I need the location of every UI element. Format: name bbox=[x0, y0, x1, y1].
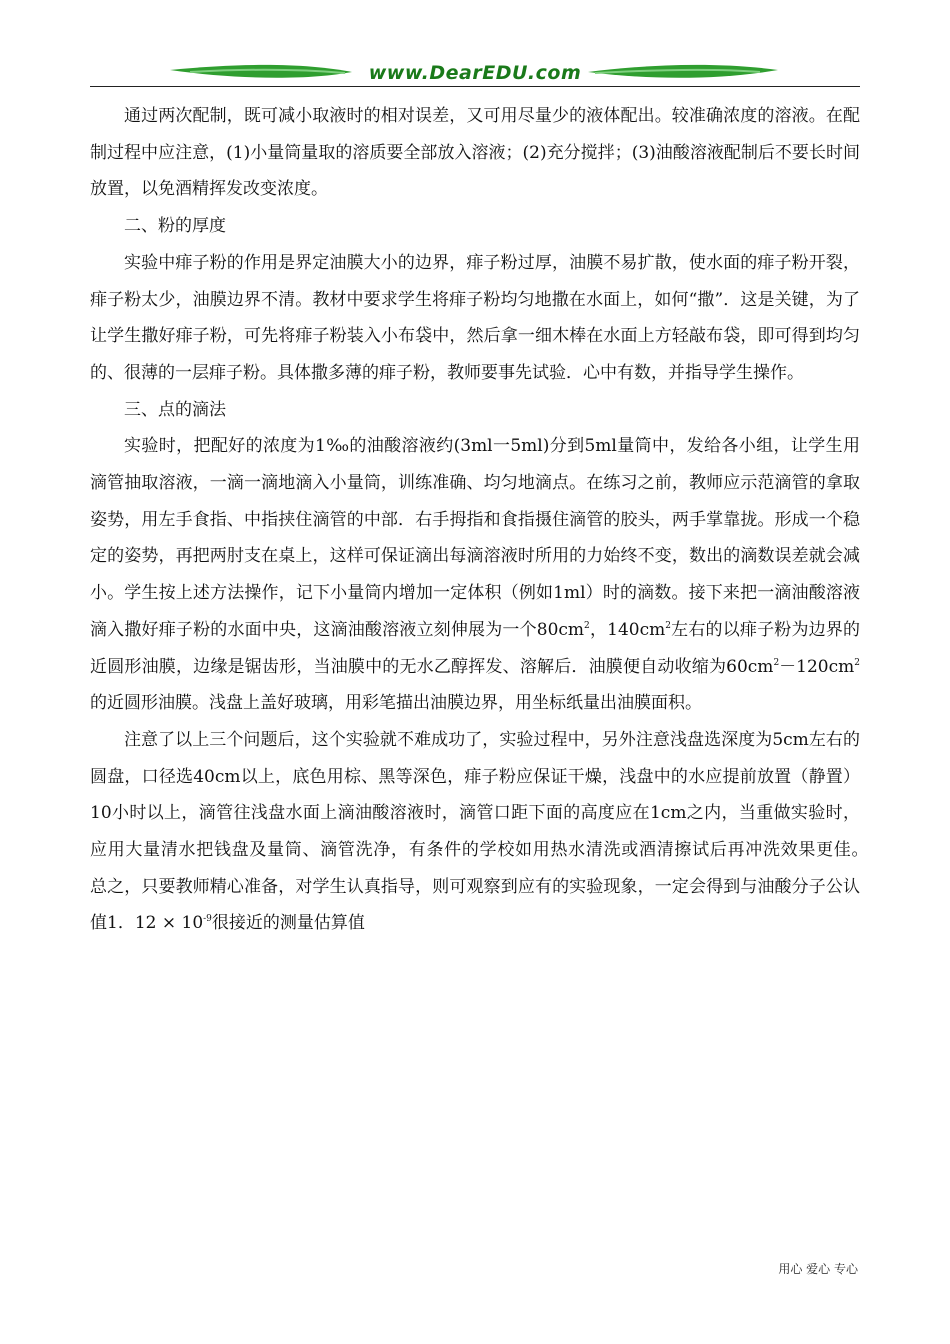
section-heading-powder: 二、粉的厚度 bbox=[124, 216, 226, 237]
header-banner bbox=[90, 54, 860, 90]
conclusion-text-1: 注意了以上三个问题后，这个实验就不难成功了，实验过程中，另外注意浅盘选深度为5cm左右的圆盘，口径选40cm以上，底色用棕、黑等深色，痱子粉应保证干燥，浅盘中的水应提前放置（静置）10小时以上，滴管往浅盘水面上滴油酸溶液时，滴管口距下面的高度应在1cm之内，当重做实验时，应用大量清水把钱盘及量筒、滴管洗净，有条件的学校如用热水清洗或酒清擦试后再冲洗效果更佳。 总之，只要教师精心准备，对学生认真指导，则可观察到应有的实验现象，一定会得到与油酸分子公认值1．12 × 10 bbox=[90, 729, 894, 934]
paragraph-powder: 实验中痱子粉的作用是界定油膜大小的边界，痱子粉过厚，油膜不易扩散，使水面的痱子粉开裂，痱子粉太少，油膜边界不清。教材中要求学生将痱子粉均匀地撒在水面上，如何“撒”．这是关键，为了让学生撒好痱子粉，可先将痱子粉装入小布袋中，然后拿一细木棒在水面上方轻敲布袋，即可得到均匀的、很薄的一层痱子粉。具体撒多薄的痱子粉，教师要事先试验．心中有数，并指导学生操作。 bbox=[90, 252, 860, 383]
footer-slogan: 用心 爱心 专心 bbox=[778, 1262, 858, 1276]
site-brand: www.DearEDU.com bbox=[368, 62, 582, 84]
drops-text-3: 左右的以痱子粉为边界的近圆形油膜，边缘是锯齿形，当油膜中的无水乙醇挥发、溶解后．油膜便自动收缩为60cm bbox=[90, 619, 861, 677]
paragraph-conclusion bbox=[90, 722, 894, 942]
drops-text-2: ，140cm bbox=[589, 619, 666, 640]
superscript: 2 bbox=[584, 620, 590, 631]
article-body bbox=[90, 98, 894, 942]
drops-text-5: 的近圆形油膜。浅盘上盖好玻璃，用彩笔描出油膜边界，用坐标纸量出油膜面积。 bbox=[90, 693, 702, 714]
paragraph-drops bbox=[90, 428, 860, 722]
superscript: 2 bbox=[854, 657, 860, 668]
drops-text-1: 实验时，把配好的浓度为1‰的油酸溶液约(3ml一5ml)分到5ml量筒中，发给各小组，让学生用滴管抽取溶液，一滴一滴地滴入小量筒，训练准确、均匀地滴点。在练习之前，教师应示范滴管的拿取姿势，用左手食指、中指挟住滴管的中部．右手拇指和食指摄住滴管的胶头，两手掌靠拢。形成一个稳定的姿势，再把两肘支在桌上，这样可保证滴出每滴溶液时所用的力始终不变，数出的滴数误差就会减小。学生按上述方法操作，记下小量筒内增加一定体积（例如1ml）时的滴数。接下来把一滴油酸溶液滴入撒好痱子粉的水面中央，这滴油酸溶液立刻伸展为一个80cm bbox=[90, 436, 860, 640]
section-heading-drops: 三、点的滴法 bbox=[124, 399, 226, 420]
paragraph-solution-prep: 通过两次配制，既可减小取液时的相对误差，又可用尽量少的液体配出。较准确浓度的溶液。在配制过程中应注意，(1)小量筒量取的溶质要全部放入溶液；(2)充分搅拌；(3)油酸溶液配制后不要长时间放置，以免酒精挥发改变浓度。 bbox=[90, 106, 860, 200]
header-rule bbox=[90, 86, 860, 87]
superscript: 2 bbox=[773, 657, 780, 668]
drops-text-4: －120cm bbox=[779, 656, 855, 677]
exponent: -9 bbox=[203, 914, 212, 925]
conclusion-text-2: 很接近的测量估算值 bbox=[211, 913, 365, 934]
superscript: 2 bbox=[665, 620, 671, 631]
